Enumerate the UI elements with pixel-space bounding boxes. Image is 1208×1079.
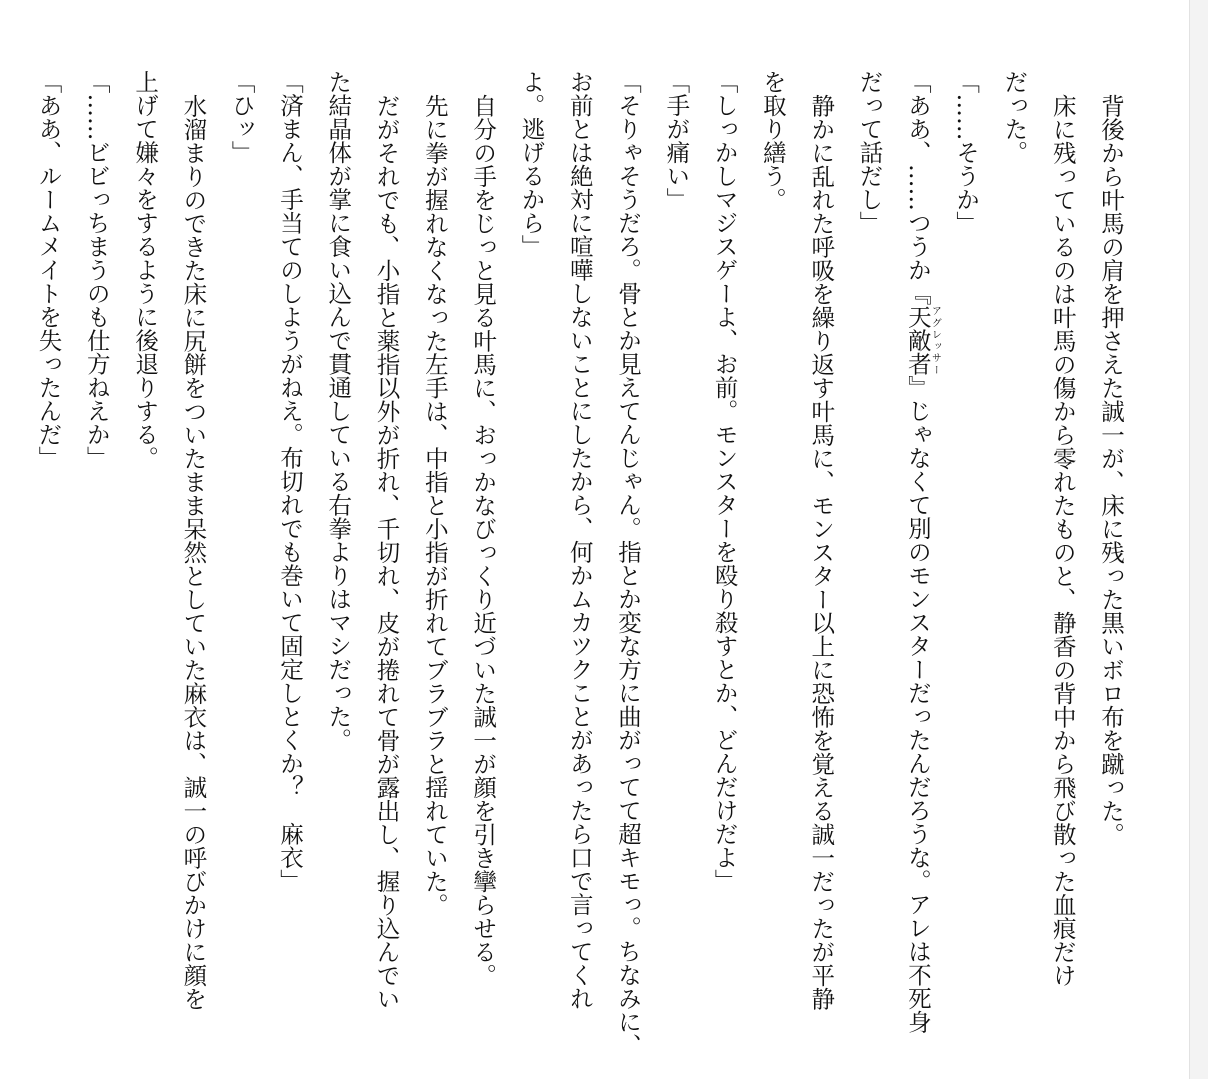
text-line: 水溜まりのできた床に尻餅をついたまま呆然としていた麻衣は、誠一の呼びかけに顔を bbox=[179, 93, 208, 1010]
text-line: た結晶体が掌に食い込んで貫通している右拳よりはマシだった。 bbox=[324, 70, 353, 752]
vertical-text-body bbox=[24, 70, 1135, 1070]
text-line: 「済まん、手当てのしようがねえ。布切れでも巻いて固定しとくか？ 麻衣」 bbox=[275, 70, 304, 893]
text-line: 「ひッ」 bbox=[227, 70, 256, 164]
text-line: 「……そうか」 bbox=[952, 70, 981, 235]
scrollbar[interactable] bbox=[1189, 0, 1208, 1079]
text-line: 「ああ、ルームメイトを失ったんだ」 bbox=[34, 70, 63, 470]
text-line: 「ああ、……つうか『天敵者アグレッサー』じゃなくて別のモンスターだったんだろうな。アレは不死身 bbox=[903, 70, 941, 1034]
text-line: 「しっかしマジスゲーよ、お前。モンスターを殴り殺すとか、どんだけだよ」 bbox=[710, 70, 739, 893]
text-line: 床に残っているのは叶馬の傷から零れたものと、静香の背中から飛び散った血痕だけ bbox=[1048, 93, 1077, 987]
text-line: 静かに乱れた呼吸を繰り返す叶馬に、モンスター以上に恐怖を覚える誠一だったが平静 bbox=[807, 93, 836, 1010]
text-line: よ。逃げるから」 bbox=[517, 70, 546, 258]
text-line: を取り繕う。 bbox=[758, 70, 787, 211]
text-line: 背後から叶馬の肩を押さえた誠一が、床に残った黒いボロ布を蹴った。 bbox=[1097, 93, 1125, 846]
text-line: 先に拳が握れなくなった左手は、中指と小指が折れてブラブラと揺れていた。 bbox=[420, 93, 449, 916]
text-line: だって話だし」 bbox=[855, 70, 884, 235]
text-line: だがそれでも、小指と薬指以外が折れ、千切れ、皮が捲れて骨が露出し、握り込んでい bbox=[372, 93, 401, 1010]
ruby-annotation: 天敵者アグレッサー bbox=[903, 305, 941, 376]
text-line: お前とは絶対に喧嘩しないことにしたから、何かムカツクことがあったら口で言ってくれ bbox=[565, 70, 594, 1010]
text-line: 「手が痛い」 bbox=[662, 70, 691, 211]
text-line: 上げて嫌々をするように後退りする。 bbox=[131, 70, 160, 470]
text-line: 「……ビビっちまうのも仕方ねえか」 bbox=[82, 70, 111, 470]
text-line: だった。 bbox=[1000, 70, 1029, 164]
text-line: 「そりゃそうだろ。骨とか見えてんじゃん。指とか変な方に曲がってて超キモっ。ちなみに、 bbox=[614, 70, 643, 1057]
text-line: 自分の手をじっと見る叶馬に、おっかなびっくり近づいた誠一が顔を引き攣らせる。 bbox=[469, 93, 498, 987]
